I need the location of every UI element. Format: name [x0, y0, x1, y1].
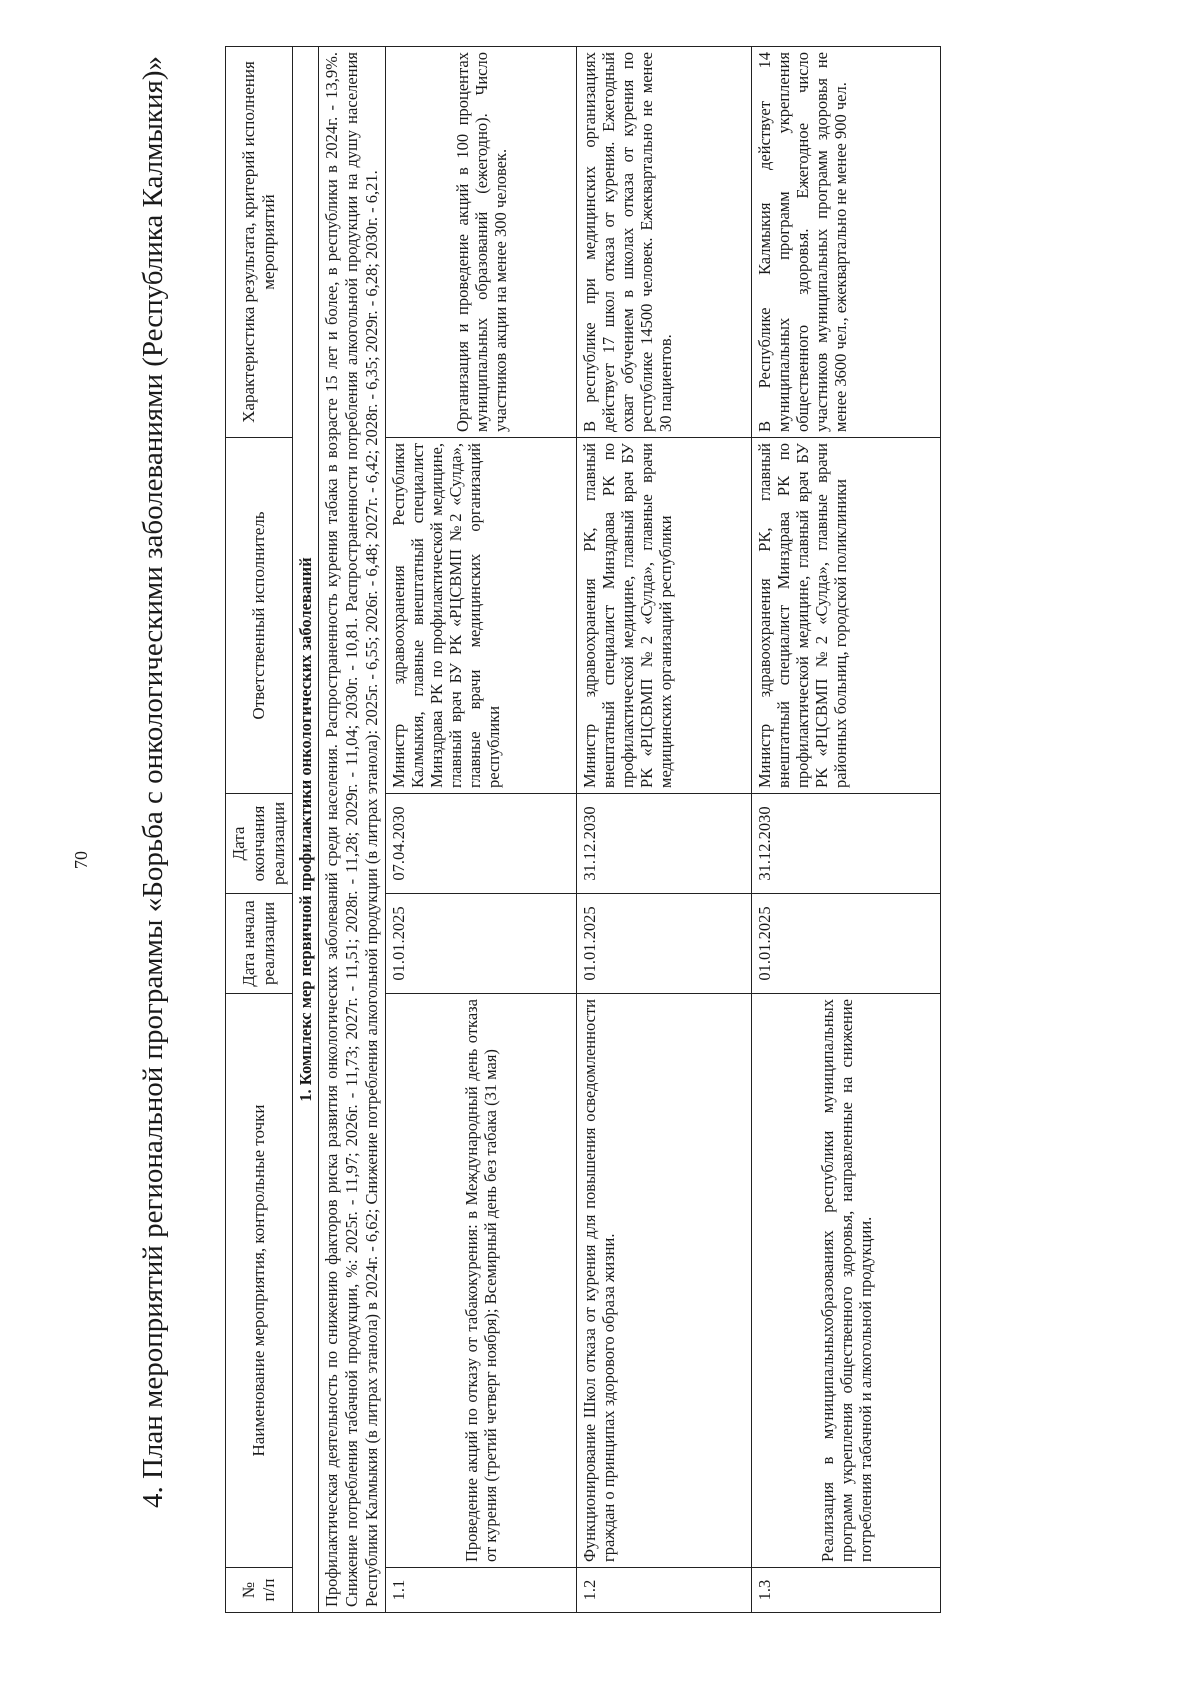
section-row [293, 47, 319, 1613]
page-number: 70 [71, 851, 91, 869]
header-start-date: Дата начала реализации [226, 894, 293, 994]
row-number: 1.1 [386, 1568, 577, 1613]
row-name: Реализация в муниципальныхобразованиях республики муниципальных программ укрепления общественного здоровья, направленные на снижение потребления табачной и алкогольной продукции. [752, 994, 941, 1568]
section-title: 1. Комплекс мер первичной профилактики онкологических заболеваний [293, 47, 319, 1613]
row-end-date: 07.04.2030 [386, 794, 577, 894]
header-result: Характеристика результата, критерий исполнения мероприятий [226, 47, 293, 438]
header-name: Наименование мероприятия, контрольные точки [226, 994, 293, 1568]
row-result: В республике при медицинских организациях действует 17 школ отказа от курения. Ежегодный охват обучением в школах отказа от курения по республике 14500 человек. Ежеквартально не менее 30 пациентов. [577, 47, 752, 438]
table-row [752, 47, 941, 1613]
row-start-date: 01.01.2025 [752, 894, 941, 994]
row-result: В Республике Калмыкия действует 14 муниципальных программ укрепления общественного здоровья. Ежегодное число участников муниципальных программ здоровья не менее 3600 чел., ежеквартально не менее 900 чел. [752, 47, 941, 438]
row-start-date: 01.01.2025 [386, 894, 577, 994]
row-executor: Министр здравоохранения РК, главный внештатный специалист Минздрава РК по профилактической медицине, главный врач БУ РК «РЦСВМП №2 «Сулда», главные врачи районных больниц, городской поликлиники [752, 438, 941, 794]
row-result: Организация и проведение акций в 100 процентах муниципальных образований (ежегодно). Число участников акции на менее 300 человек. [386, 47, 577, 438]
section-goal-row [319, 47, 386, 1613]
action-plan-table [225, 46, 941, 1613]
header-executor: Ответственный исполнитель [226, 438, 293, 794]
table-header-row [226, 47, 293, 1613]
row-name: Функционирование Школ отказа от курения для повышения осведомленности граждан о принципах здорового образа жизни. [577, 994, 752, 1568]
row-end-date: 31.12.2030 [752, 794, 941, 894]
header-number: № п/п [226, 1568, 293, 1613]
section-goal: Профилактическая деятельность по снижению факторов риска развития онкологических заболеваний среди населения. Распространенность курения табака в возрасте 15 лет и более, в республики в 2024г. - 13,9%. Снижение потребления табачной продукции, %: 2025г. - 11,97; 2026г. - 11,73; 2027г. - 11,51; 2028г. - 11,28; 2029г. - 11,04; 2030г. - 10,81. Распространенности потребления алкогольной продукции на душу населения Республики Калмыкия (в литрах этанола) в 2024г. - 6,62; Снижение потребления алкогольной продукции (в литрах этанола): 2025г. - 6,55; 2026г. - 6,48; 2027г. - 6,42; 2028г. - 6,35; 2029г. - 6,28; 2030г. - 6,21. [319, 47, 386, 1613]
header-end-date: Дата окончания реализации [226, 794, 293, 894]
row-end-date: 31.12.2030 [577, 794, 752, 894]
document-title: 4. План мероприятий региональной программы «Борьба с онкологическими заболеваниями (Республика Калмыкия)» [137, 55, 169, 1509]
row-executor: Министр здравоохранения РК, главный внештатный специалист Минздрава РК по профилактической медицине, главный врач БУ РК «РЦСВМП №2 «Сулда», главные врачи медицинских организаций республики [577, 438, 752, 794]
row-number: 1.3 [752, 1568, 941, 1613]
table-row [577, 47, 752, 1613]
row-number: 1.2 [577, 1568, 752, 1613]
row-name: Проведение акций по отказу от табакокурения: в Международный день отказа от курения (третий четверг ноября); Всемирный день без табака (31 мая) [386, 994, 577, 1568]
row-executor: Министр здравоохранения Республики Калмыкия, главные внештатный специалист Минздрава РК по профилактической медицине, главный врач БУ РК «РЦСВМП №2 «Сулда», главные врачи медицинских организаций республики [386, 438, 577, 794]
row-start-date: 01.01.2025 [577, 894, 752, 994]
table-row [386, 47, 577, 1613]
